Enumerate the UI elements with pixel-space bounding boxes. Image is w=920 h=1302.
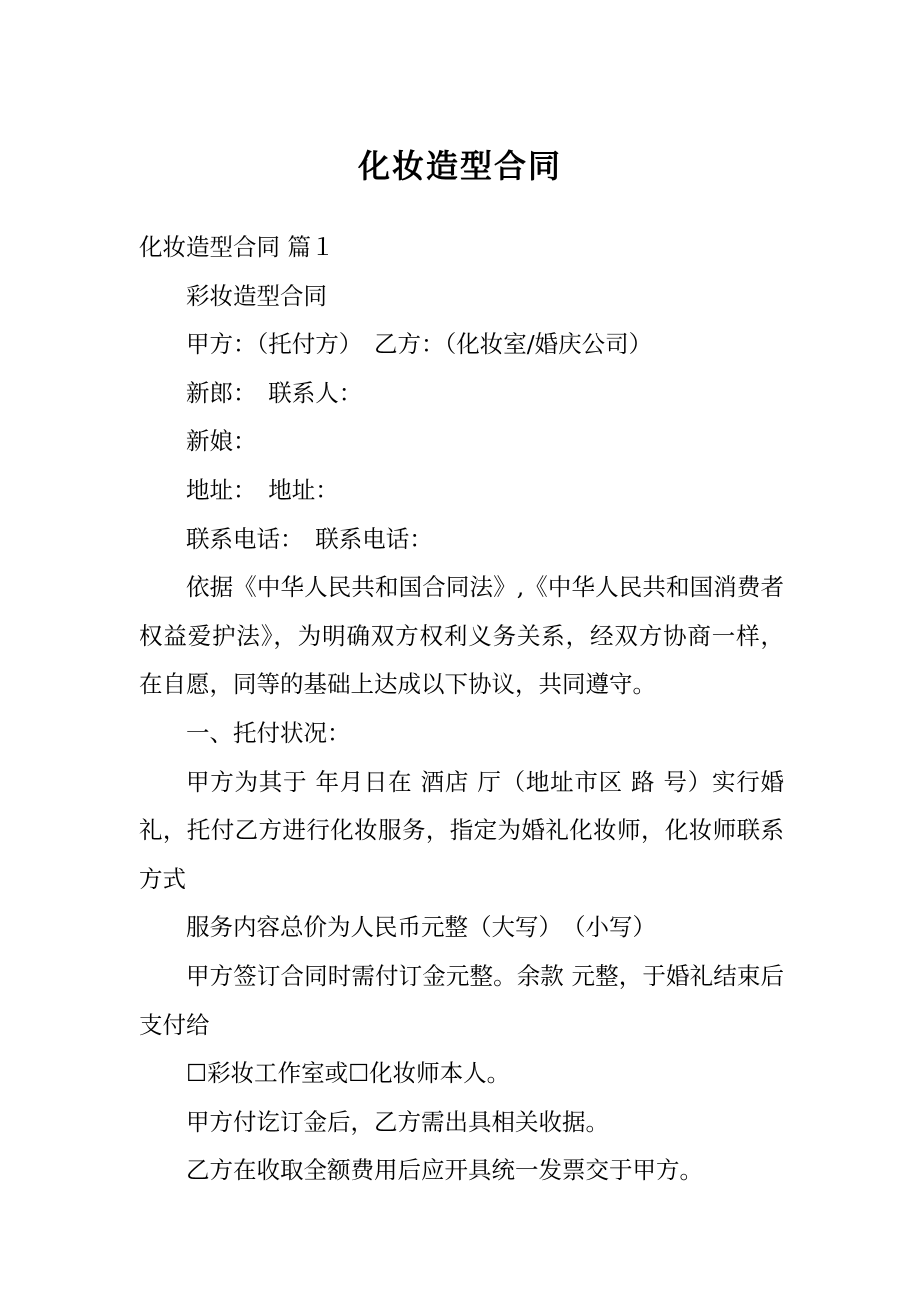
paragraph: 彩妆造型合同: [186, 281, 327, 310]
paragraph: 新郎： 联系人：: [186, 378, 363, 407]
paragraph: 乙方在收取全额费用后应开具统一发票交于甲方。: [186, 1156, 703, 1185]
paragraph: 联系电话： 联系电话：: [186, 524, 433, 553]
paragraph: 一、托付状况：: [186, 718, 351, 747]
paragraph: 新娘：: [186, 427, 257, 456]
paragraph: ☐彩妆工作室或☐化妆师本人。: [186, 1059, 511, 1088]
paragraph: 依据《中华人民共和国合同法》,《中华人民共和国消费者权益爱护法》，为明确双方权利义务关系，经双方协商一样，在自愿，同等的基础上达成以下协议，共同遵守。: [139, 573, 784, 699]
document-title: 化妆造型合同: [357, 147, 562, 185]
paragraph: 甲方：（托付方） 乙方：（化妆室/婚庆公司）: [186, 330, 653, 359]
paragraph: 甲方签订合同时需付订金元整。余款 元整，于婚礼结束后支付给: [139, 961, 784, 1039]
document-body: [139, 223, 784, 1195]
paragraph: 甲方付讫订金后，乙方需出具相关收据。: [186, 1107, 609, 1136]
section-heading: 化妆造型合同 篇１: [139, 233, 335, 261]
paragraph: 服务内容总价为人民币元整（大写） （小写）: [186, 913, 656, 942]
paragraph: 甲方为其于 年月日在 酒店 厅（地址市区 路 号）实行婚礼，托付乙方进行化妆服务，指定为婚礼化妆师，化妆师联系方式: [139, 767, 784, 893]
paragraph: 地址： 地址：: [186, 475, 339, 504]
